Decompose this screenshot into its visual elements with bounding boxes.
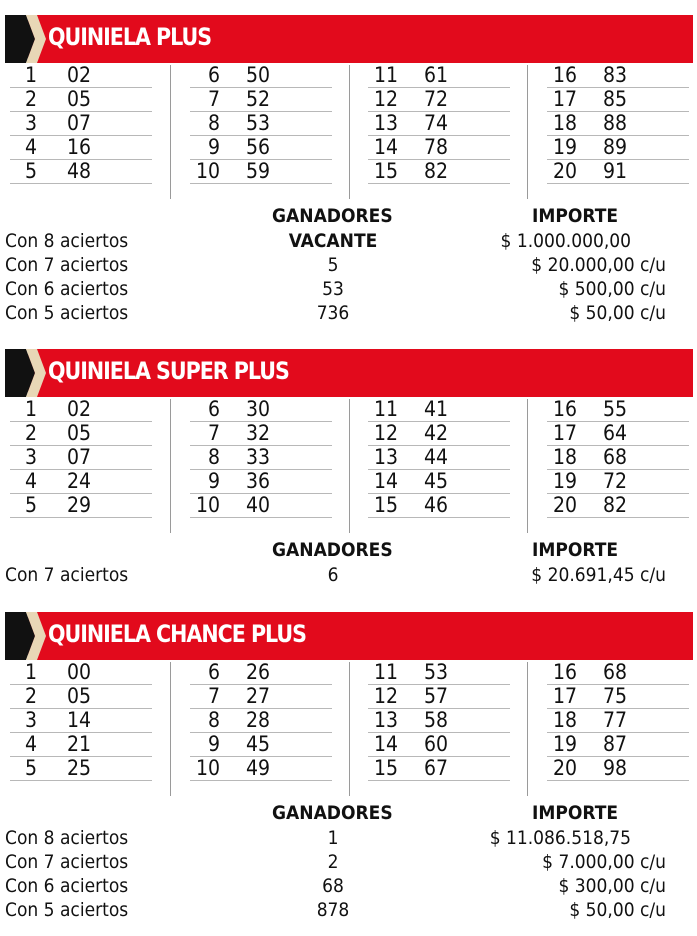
- drawn-number: 02: [67, 63, 92, 87]
- draw-position: 17: [552, 421, 577, 445]
- drawn-number: 21: [67, 732, 92, 756]
- drawn-number: 87: [603, 732, 628, 756]
- number-row: [368, 135, 510, 160]
- draw-position: 9: [207, 135, 220, 159]
- prize-label: Con 6 aciertos: [5, 875, 129, 897]
- drawn-number: 27: [246, 684, 271, 708]
- draw-position: 14: [373, 135, 398, 159]
- drawn-number: 44: [424, 445, 449, 469]
- draw-position: 16: [552, 397, 577, 421]
- prize-amount: $ 50,00 c/u: [569, 899, 666, 921]
- drawn-number: 68: [603, 660, 628, 684]
- prize-amount: $ 1.000.000,00: [500, 230, 631, 252]
- number-row: [190, 421, 332, 446]
- number-row: [10, 63, 152, 88]
- draw-position: 2: [24, 87, 37, 111]
- draw-position: 5: [24, 159, 37, 183]
- number-row: [368, 87, 510, 112]
- draw-position: 1: [24, 397, 37, 421]
- number-row: [547, 63, 689, 88]
- draw-position: 6: [207, 660, 220, 684]
- prize-row: [0, 826, 697, 850]
- column-divider: [349, 662, 350, 796]
- prize-row: [0, 253, 697, 277]
- number-row: [10, 87, 152, 112]
- prize-label: Con 7 aciertos: [5, 851, 129, 873]
- winners-count: 2: [327, 851, 339, 873]
- draw-position: 14: [373, 469, 398, 493]
- number-row: [368, 469, 510, 494]
- draw-position: 15: [373, 159, 398, 183]
- section-title: QUINIELA CHANCE PLUS: [48, 620, 306, 648]
- drawn-number: 25: [67, 756, 92, 780]
- prize-label: Con 7 aciertos: [5, 254, 129, 276]
- numbers-column: [10, 63, 152, 203]
- draw-position: 10: [195, 159, 220, 183]
- drawn-number: 28: [246, 708, 271, 732]
- number-row: [190, 111, 332, 136]
- draw-position: 2: [24, 684, 37, 708]
- drawn-number: 72: [424, 87, 449, 111]
- section-title: QUINIELA SUPER PLUS: [48, 357, 289, 385]
- draw-position: 3: [24, 708, 37, 732]
- drawn-number: 52: [246, 87, 271, 111]
- numbers-column: [547, 63, 689, 203]
- number-row: [10, 732, 152, 757]
- draw-position: 16: [552, 660, 577, 684]
- number-row: [368, 111, 510, 136]
- prize-row: [0, 874, 697, 898]
- number-row: [368, 756, 510, 781]
- draw-position: 8: [207, 445, 220, 469]
- drawn-number: 33: [246, 445, 271, 469]
- drawn-number: 67: [424, 756, 449, 780]
- drawn-number: 78: [424, 135, 449, 159]
- column-divider: [349, 399, 350, 533]
- number-row: [190, 87, 332, 112]
- prize-row: [0, 563, 697, 587]
- number-row: [10, 111, 152, 136]
- drawn-number: 02: [67, 397, 92, 421]
- draw-position: 5: [24, 756, 37, 780]
- drawn-number: 40: [246, 493, 271, 517]
- number-row: [10, 421, 152, 446]
- prize-label: Con 8 aciertos: [5, 827, 129, 849]
- drawn-number: 85: [603, 87, 628, 111]
- drawn-number: 16: [67, 135, 92, 159]
- prize-amount: $ 50,00 c/u: [569, 302, 666, 324]
- number-row: [368, 63, 510, 88]
- drawn-number: 61: [424, 63, 449, 87]
- drawn-number: 07: [67, 445, 92, 469]
- number-row: [368, 684, 510, 709]
- draw-position: 3: [24, 445, 37, 469]
- draw-position: 20: [552, 159, 577, 183]
- drawn-number: 68: [603, 445, 628, 469]
- winners-count: 5: [327, 254, 339, 276]
- amount-header: IMPORTE: [532, 802, 619, 824]
- prize-amount: $ 20.000,00 c/u: [531, 254, 666, 276]
- draw-position: 8: [207, 708, 220, 732]
- drawn-number: 48: [67, 159, 92, 183]
- draw-position: 2: [24, 421, 37, 445]
- winners-count: 1: [327, 827, 339, 849]
- results-section: [0, 612, 697, 932]
- draw-position: 12: [373, 684, 398, 708]
- drawn-number: 45: [424, 469, 449, 493]
- draw-position: 11: [373, 660, 398, 684]
- number-row: [547, 87, 689, 112]
- number-row: [190, 708, 332, 733]
- number-row: [190, 493, 332, 518]
- drawn-number: 74: [424, 111, 449, 135]
- prize-amount: $ 500,00 c/u: [558, 278, 666, 300]
- number-row: [190, 445, 332, 470]
- numbers-column: [190, 397, 332, 537]
- number-row: [190, 660, 332, 685]
- winners-count: 878: [316, 899, 350, 921]
- drawn-number: 24: [67, 469, 92, 493]
- draw-position: 7: [207, 87, 220, 111]
- prize-label: Con 5 aciertos: [5, 302, 129, 324]
- number-row: [547, 469, 689, 494]
- number-row: [547, 159, 689, 184]
- prize-label: Con 5 aciertos: [5, 899, 129, 921]
- drawn-number: 88: [603, 111, 628, 135]
- drawn-number: 56: [246, 135, 271, 159]
- number-row: [10, 159, 152, 184]
- draw-position: 5: [24, 493, 37, 517]
- winners-header: GANADORES: [272, 802, 393, 824]
- numbers-column: [368, 397, 510, 537]
- draw-position: 6: [207, 63, 220, 87]
- amount-header: IMPORTE: [532, 539, 619, 561]
- number-row: [368, 397, 510, 422]
- draw-position: 16: [552, 63, 577, 87]
- numbers-column: [190, 63, 332, 203]
- number-row: [10, 756, 152, 781]
- numbers-grid: [0, 397, 697, 537]
- number-row: [368, 445, 510, 470]
- draw-position: 10: [195, 756, 220, 780]
- number-row: [547, 111, 689, 136]
- number-row: [547, 445, 689, 470]
- drawn-number: 98: [603, 756, 628, 780]
- column-divider: [349, 65, 350, 199]
- numbers-column: [547, 397, 689, 537]
- drawn-number: 00: [67, 660, 92, 684]
- column-divider: [527, 399, 528, 533]
- draw-position: 15: [373, 756, 398, 780]
- draw-position: 3: [24, 111, 37, 135]
- draw-position: 14: [373, 732, 398, 756]
- drawn-number: 91: [603, 159, 628, 183]
- number-row: [368, 493, 510, 518]
- draw-position: 17: [552, 87, 577, 111]
- section-banner: [0, 349, 693, 397]
- draw-position: 12: [373, 421, 398, 445]
- number-row: [368, 708, 510, 733]
- prize-row: [0, 229, 697, 253]
- section-banner: [0, 612, 693, 660]
- draw-position: 12: [373, 87, 398, 111]
- draw-position: 20: [552, 493, 577, 517]
- column-divider: [170, 662, 171, 796]
- prize-label: Con 7 aciertos: [5, 564, 129, 586]
- draw-position: 1: [24, 660, 37, 684]
- section-banner: [0, 15, 693, 63]
- draw-position: 13: [373, 708, 398, 732]
- number-row: [10, 660, 152, 685]
- drawn-number: 50: [246, 63, 271, 87]
- draw-position: 18: [552, 445, 577, 469]
- drawn-number: 36: [246, 469, 271, 493]
- drawn-number: 57: [424, 684, 449, 708]
- number-row: [10, 397, 152, 422]
- number-row: [368, 421, 510, 446]
- drawn-number: 75: [603, 684, 628, 708]
- draw-position: 20: [552, 756, 577, 780]
- numbers-column: [190, 660, 332, 800]
- numbers-column: [10, 660, 152, 800]
- drawn-number: 42: [424, 421, 449, 445]
- winners-count: 68: [322, 875, 344, 897]
- drawn-number: 59: [246, 159, 271, 183]
- drawn-number: 14: [67, 708, 92, 732]
- number-row: [10, 684, 152, 709]
- numbers-column: [368, 63, 510, 203]
- number-row: [368, 159, 510, 184]
- winners-count: VACANTE: [288, 230, 378, 252]
- number-row: [547, 397, 689, 422]
- prize-row: [0, 301, 697, 325]
- winners-header: GANADORES: [272, 539, 393, 561]
- column-divider: [170, 65, 171, 199]
- draw-position: 18: [552, 708, 577, 732]
- draw-position: 6: [207, 397, 220, 421]
- drawn-number: 72: [603, 469, 628, 493]
- draw-position: 11: [373, 63, 398, 87]
- number-row: [10, 708, 152, 733]
- drawn-number: 30: [246, 397, 271, 421]
- results-section: [0, 349, 697, 599]
- drawn-number: 64: [603, 421, 628, 445]
- number-row: [547, 421, 689, 446]
- draw-position: 19: [552, 732, 577, 756]
- number-row: [190, 732, 332, 757]
- number-row: [10, 493, 152, 518]
- prize-amount: $ 11.086.518,75: [489, 827, 631, 849]
- winners-count: 736: [316, 302, 350, 324]
- drawn-number: 83: [603, 63, 628, 87]
- number-row: [547, 660, 689, 685]
- prize-amount: $ 7.000,00 c/u: [542, 851, 666, 873]
- section-title: QUINIELA PLUS: [48, 23, 212, 51]
- number-row: [547, 708, 689, 733]
- number-row: [190, 397, 332, 422]
- drawn-number: 89: [603, 135, 628, 159]
- draw-position: 1: [24, 63, 37, 87]
- number-row: [368, 732, 510, 757]
- numbers-column: [10, 397, 152, 537]
- drawn-number: 53: [246, 111, 271, 135]
- draw-position: 4: [24, 135, 37, 159]
- amount-header: IMPORTE: [532, 205, 619, 227]
- drawn-number: 05: [67, 421, 92, 445]
- draw-position: 11: [373, 397, 398, 421]
- drawn-number: 45: [246, 732, 271, 756]
- drawn-number: 26: [246, 660, 271, 684]
- number-row: [190, 756, 332, 781]
- prize-amount: $ 300,00 c/u: [558, 875, 666, 897]
- results-section: [0, 15, 697, 335]
- drawn-number: 41: [424, 397, 449, 421]
- drawn-number: 58: [424, 708, 449, 732]
- draw-position: 15: [373, 493, 398, 517]
- winners-count: 53: [322, 278, 344, 300]
- column-divider: [527, 65, 528, 199]
- draw-position: 9: [207, 732, 220, 756]
- numbers-column: [547, 660, 689, 800]
- drawn-number: 05: [67, 87, 92, 111]
- drawn-number: 46: [424, 493, 449, 517]
- prize-amount: $ 20.691,45 c/u: [531, 564, 666, 586]
- number-row: [10, 445, 152, 470]
- number-row: [547, 493, 689, 518]
- number-row: [190, 63, 332, 88]
- column-divider: [527, 662, 528, 796]
- draw-position: 7: [207, 684, 220, 708]
- number-row: [190, 469, 332, 494]
- draw-position: 17: [552, 684, 577, 708]
- drawn-number: 55: [603, 397, 628, 421]
- numbers-column: [368, 660, 510, 800]
- draw-position: 18: [552, 111, 577, 135]
- number-row: [547, 732, 689, 757]
- prize-row: [0, 898, 697, 922]
- draw-position: 19: [552, 135, 577, 159]
- draw-position: 8: [207, 111, 220, 135]
- drawn-number: 77: [603, 708, 628, 732]
- number-row: [368, 660, 510, 685]
- winners-header: GANADORES: [272, 205, 393, 227]
- draw-position: 7: [207, 421, 220, 445]
- drawn-number: 82: [424, 159, 449, 183]
- drawn-number: 29: [67, 493, 92, 517]
- number-row: [190, 135, 332, 160]
- numbers-grid: [0, 63, 697, 203]
- drawn-number: 49: [246, 756, 271, 780]
- draw-position: 10: [195, 493, 220, 517]
- drawn-number: 53: [424, 660, 449, 684]
- draw-position: 4: [24, 469, 37, 493]
- number-row: [547, 684, 689, 709]
- draw-position: 9: [207, 469, 220, 493]
- draw-position: 13: [373, 445, 398, 469]
- column-divider: [170, 399, 171, 533]
- prize-row: [0, 277, 697, 301]
- numbers-grid: [0, 660, 697, 800]
- drawn-number: 82: [603, 493, 628, 517]
- drawn-number: 32: [246, 421, 271, 445]
- prize-label: Con 6 aciertos: [5, 278, 129, 300]
- drawn-number: 07: [67, 111, 92, 135]
- number-row: [547, 756, 689, 781]
- number-row: [190, 159, 332, 184]
- number-row: [10, 135, 152, 160]
- prize-label: Con 8 aciertos: [5, 230, 129, 252]
- draw-position: 13: [373, 111, 398, 135]
- draw-position: 4: [24, 732, 37, 756]
- prize-row: [0, 850, 697, 874]
- draw-position: 19: [552, 469, 577, 493]
- drawn-number: 60: [424, 732, 449, 756]
- number-row: [190, 684, 332, 709]
- number-row: [10, 469, 152, 494]
- number-row: [547, 135, 689, 160]
- drawn-number: 05: [67, 684, 92, 708]
- winners-count: 6: [327, 564, 339, 586]
